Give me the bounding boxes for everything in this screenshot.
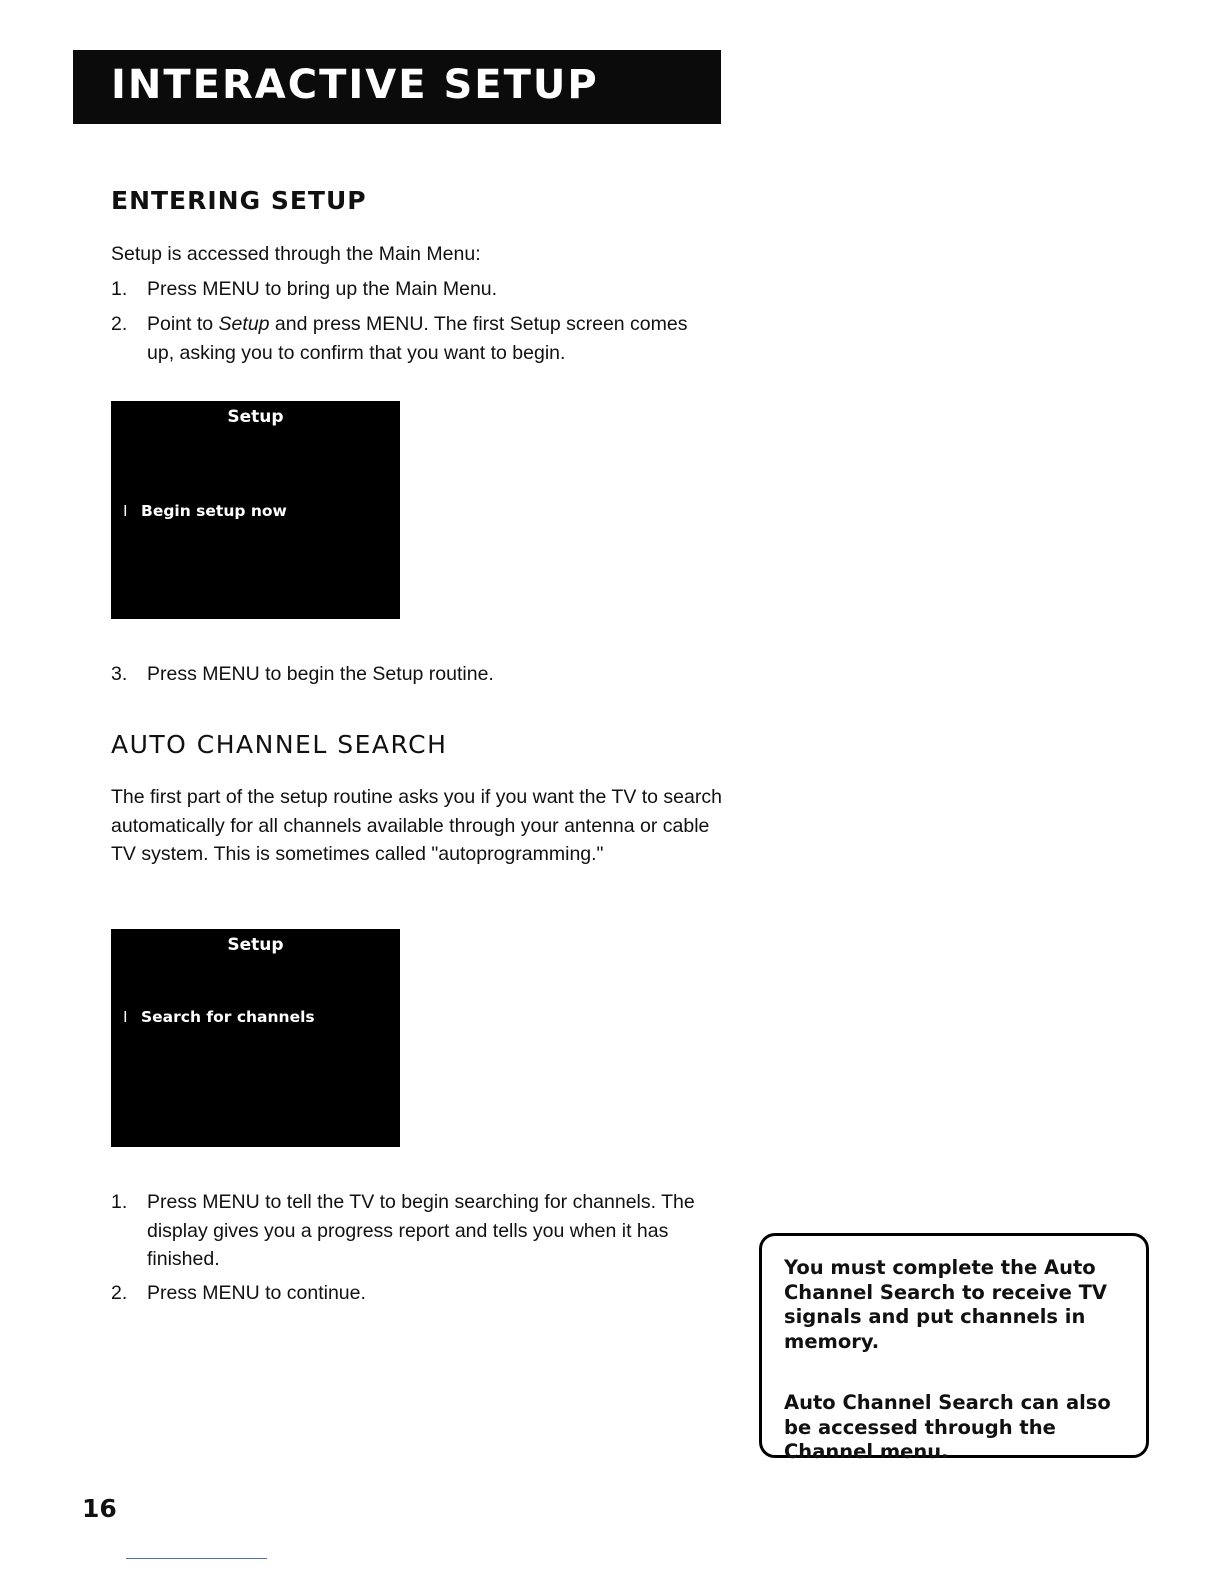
page-banner (73, 50, 721, 124)
step-item (111, 660, 731, 689)
screen-item-label: Search for channels (141, 1008, 315, 1026)
step-number: 2. (111, 1282, 128, 1304)
step-text: Press MENU to bring up the Main Menu. (147, 278, 498, 300)
step-item (111, 1188, 726, 1274)
setup-intro: Setup is accessed through the Main Menu: (111, 243, 481, 265)
step-text: Press MENU to continue. (147, 1282, 366, 1304)
step-item (111, 310, 711, 367)
step-text-part: Point to (147, 313, 219, 335)
tv-screen-search (111, 929, 400, 1147)
screen-title: Setup (227, 407, 284, 427)
tv-screen-setup (111, 401, 400, 619)
screen-menu-item (123, 502, 287, 520)
screen-title: Setup (227, 935, 284, 955)
step-item (111, 1279, 731, 1308)
note-box (759, 1233, 1149, 1463)
step-number: 3. (111, 663, 128, 685)
step-text (147, 310, 711, 367)
screen-item-marker: I (123, 1008, 128, 1026)
step-text-part: and press MENU. The first Setup screen comes up, asking you to confirm that you want to begin. (147, 313, 688, 364)
step-number: 1. (111, 278, 128, 300)
step-item (111, 275, 731, 304)
screen-item-label: Begin setup now (141, 502, 287, 520)
screen-menu-item (123, 1008, 315, 1026)
section-heading-auto-channel-search: AUTO CHANNEL SEARCH (111, 730, 448, 759)
step-emphasis: Setup (218, 313, 270, 335)
banner-title: INTERACTIVE SETUP (111, 62, 599, 108)
step-text: Press MENU to begin the Setup routine. (147, 663, 494, 685)
step-text: Press MENU to tell the TV to begin searching for channels. The display gives you a progress report and tells you when it has finished. (147, 1191, 695, 1270)
auto-search-paragraph: The first part of the setup routine asks you if you want the TV to search automatically for all channels available through your antenna or cable TV system. This is sometimes called "autoprogramming." (111, 786, 722, 865)
step-number: 1. (111, 1191, 128, 1213)
screen-item-marker: I (123, 502, 128, 520)
section-heading-entering-setup: ENTERING SETUP (111, 186, 367, 215)
step-number: 2. (111, 313, 128, 335)
note-paragraph: You must complete the Auto Channel Search to receive TV signals and put channels in memory. (784, 1256, 1108, 1353)
note-paragraph: Auto Channel Search can also be accessed through the Channel menu. (784, 1391, 1111, 1463)
page-number: 16 (82, 1494, 117, 1523)
footer-rule (126, 1558, 267, 1559)
